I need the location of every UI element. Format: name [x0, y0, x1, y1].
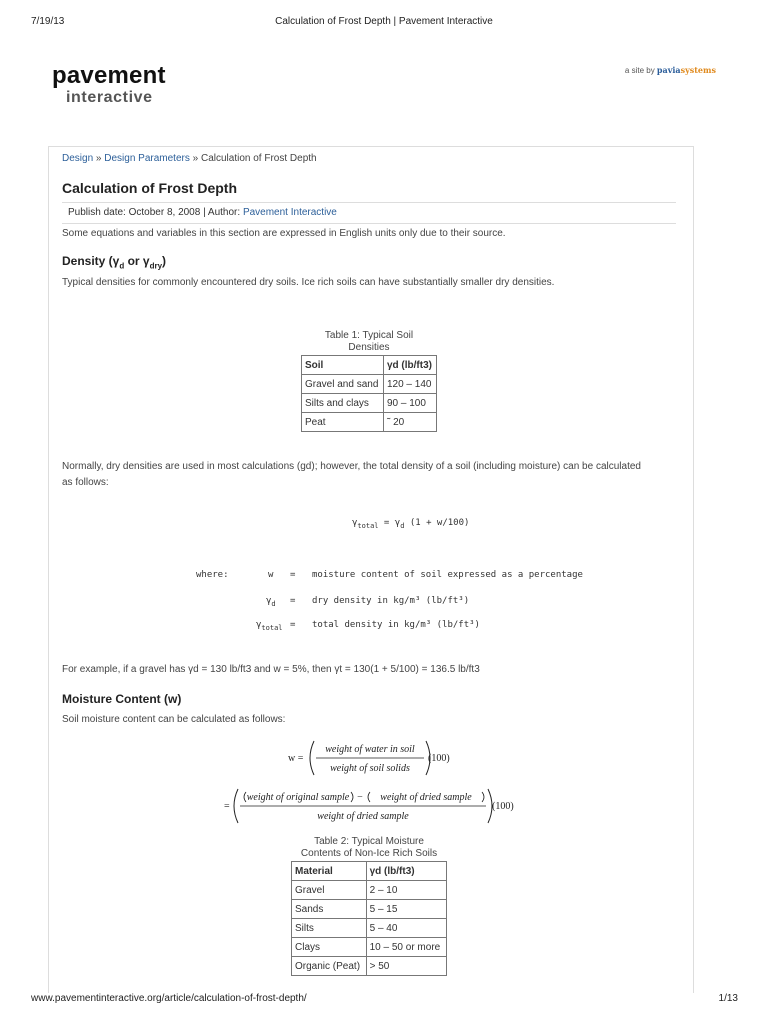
- where-desc-gamma-d: dry density in kg/m³ (lb/ft³): [312, 596, 470, 606]
- where-desc-w: moisture content of soil expressed as a percentage: [312, 570, 583, 580]
- print-page-title: Calculation of Frost Depth | Pavement Interactive: [275, 16, 493, 27]
- print-footer: [0, 993, 768, 1007]
- breadcrumb-current: Calculation of Frost Depth: [200, 153, 317, 164]
- breadcrumb: [62, 153, 317, 164]
- table2-moisture-contents: [291, 861, 447, 976]
- table-cell: Silts and clays: [302, 394, 384, 413]
- svg-text:weight of soil solids: weight of soil solids: [330, 763, 410, 774]
- breadcrumb-sep: »: [93, 153, 105, 164]
- breadcrumb-design-parameters[interactable]: Design Parameters: [104, 153, 190, 164]
- table-cell: Peat: [302, 413, 384, 432]
- table1-soil-densities: [301, 355, 437, 432]
- where-equals: =: [290, 596, 296, 606]
- print-page-number: 1/13: [718, 993, 738, 1004]
- site-by-prefix: a site by: [624, 66, 657, 75]
- where-desc-gamma-total: total density in kg/m³ (lb/ft³): [312, 620, 480, 630]
- breadcrumb-sep: »: [189, 153, 201, 164]
- svg-text:=: =: [224, 801, 230, 812]
- table-cell: Gravel: [292, 881, 367, 900]
- where-symbol-gamma-total: $\gamma_{total}$: [256, 620, 283, 632]
- logo-line1: pavement: [52, 62, 166, 89]
- table-header: Material: [292, 862, 367, 881]
- moisture-formula-2: [224, 786, 524, 826]
- table-cell: > 50: [366, 957, 446, 976]
- svg-text:w =: w =: [288, 753, 304, 764]
- site-by[interactable]: [625, 65, 716, 75]
- table-cell: Organic (Peat): [292, 957, 367, 976]
- svg-text:(100): (100): [492, 801, 514, 812]
- table-header-row: [302, 356, 437, 375]
- print-date: 7/19/13: [31, 16, 65, 27]
- table-row: [302, 375, 437, 394]
- svg-text:(100): (100): [428, 753, 450, 764]
- table-cell: Gravel and sand: [302, 375, 384, 394]
- density-heading: Density ($\gamma_d$ or $\gamma_{dry}$): [62, 254, 167, 271]
- svg-text:−: −: [357, 792, 363, 803]
- intro-text: Some equations and variables in this section are expressed in English units only due to their source.: [62, 228, 506, 239]
- svg-text:weight of original sample: weight of original sample: [246, 792, 350, 803]
- example-text: For example, if a gravel has γd = 130 lb/ft3 and w = 5%, then γt = 130(1 + 5/100) = 136.5 lb/ft3: [62, 664, 480, 675]
- table-row: [292, 957, 447, 976]
- moisture-text: Soil moisture content can be calculated as follows:: [62, 714, 286, 725]
- svg-text:weight of dried sample: weight of dried sample: [380, 792, 472, 803]
- table1-caption: Table 1: Typical Soil Densities: [324, 330, 414, 353]
- table-row: [302, 413, 437, 432]
- print-url: www.pavementinteractive.org/article/calculation-of-frost-depth/: [31, 993, 307, 1004]
- moisture-heading: Moisture Content (w): [62, 692, 182, 706]
- table-cell: 5 – 40: [366, 919, 446, 938]
- table2-caption: Table 2: Typical Moisture Contents of Non-Ice Rich Soils: [300, 836, 438, 859]
- where-label: where:: [196, 570, 229, 580]
- svg-text:weight of dried sample: weight of dried sample: [317, 811, 409, 822]
- table-header: γd (lb/ft3): [366, 862, 446, 881]
- logo-line2: interactive: [66, 89, 153, 106]
- table-cell: 90 – 100: [383, 394, 436, 413]
- table-cell: 2 – 10: [366, 881, 446, 900]
- table-row: [292, 881, 447, 900]
- table-cell: Sands: [292, 900, 367, 919]
- table-header: Soil: [302, 356, 384, 375]
- page-title: Calculation of Frost Depth: [62, 180, 237, 196]
- table-cell: Clays: [292, 938, 367, 957]
- table-cell: ˜ 20: [383, 413, 436, 432]
- svg-text:weight of water in soil: weight of water in soil: [325, 744, 415, 755]
- table-cell: 10 – 50 or more: [366, 938, 446, 957]
- total-density-equation: $\gamma_{total} = \gamma_d$ (1 + w/100): [352, 518, 470, 530]
- breadcrumb-design[interactable]: Design: [62, 153, 94, 164]
- table-cell: Silts: [292, 919, 367, 938]
- site-logo[interactable]: [52, 64, 166, 106]
- paviasystems-logo: paviasystems: [656, 65, 716, 75]
- print-header: [0, 16, 768, 30]
- density-text: Typical densities for commonly encountered dry soils. Ice rich soils can have substantially smaller dry densities.: [62, 277, 555, 288]
- moisture-formula-1: [288, 738, 518, 778]
- table-header-row: [292, 862, 447, 881]
- table-cell: 5 – 15: [366, 900, 446, 919]
- table-row: [302, 394, 437, 413]
- where-symbol-gamma-d: $\gamma_d$: [266, 596, 276, 608]
- normal-densities-text: Normally, dry densities are used in most calculations (gd); however, the total density of a soil (including moisture) can be calculated as follows:: [62, 461, 641, 488]
- where-equals: =: [290, 620, 296, 630]
- author-link[interactable]: Pavement Interactive: [242, 207, 337, 218]
- table-row: [292, 900, 447, 919]
- publish-meta: [62, 202, 676, 224]
- table-row: [292, 919, 447, 938]
- table-header: γd (lb/ft3): [383, 356, 436, 375]
- table-cell: 120 – 140: [383, 375, 436, 394]
- publish-date-text: Publish date: October 8, 2008 | Author:: [68, 207, 243, 218]
- table-row: [292, 938, 447, 957]
- where-equals: =: [290, 570, 296, 580]
- where-symbol-w: w: [268, 570, 274, 580]
